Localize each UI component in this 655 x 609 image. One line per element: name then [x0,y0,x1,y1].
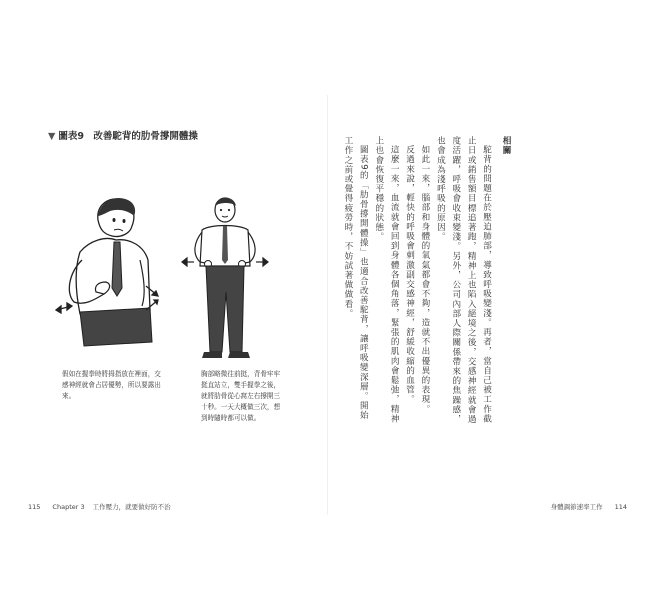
figure-note-right: 胸部略微往前挺，背骨牢牢挺直站立，雙手握拳之後，就將肋骨從心窩左右撐開三十秒。一天大概做三次，想到時隨時都可以做。 [201,370,281,422]
figure-note-left: 假如在握拳時將拇指放在裡面，交感神經就會占居優勢，所以要露出來。 [62,370,161,400]
paragraph: 如此一來，腦部和身體的氧氣都會不夠，造就不出優異的表現。 [419,144,430,414]
hunched-man-illustration [50,190,165,350]
figure-caption [48,128,198,142]
standing-man-illustration [180,192,270,372]
chapter-label: Chapter 3 [52,503,85,511]
paragraph: 圖表9的「肋骨撐開體操」也適合改善駝背，讓呼吸變深層。開始工作之前或覺得疲勞時，不妨試著做做看。 [342,136,369,420]
section-heading: 相關 [501,136,511,156]
paragraph: 駝背的問題在於壓迫肺部，導致呼吸變淺。再者，當自己被工作截止日或銷售額目標追著跑，精神上也陷入絕境之後，交感神經就會過度活躍，呼吸會收束變淺。另外，公司內部人際關係帶來的焦躁感，也會成為淺呼吸的原因。 [435,136,492,424]
footer-left [28,502,171,511]
body-text-column [263,136,513,426]
paragraph: 這麼一來，血流就會回到身體各個角落，緊張的肌肉會鬆弛，精神上也會恢復平穩的狀態。 [373,136,400,423]
triangle-marker-icon: ▼ [48,131,56,142]
paragraph: 反過來說，輕快的呼吸會刺激副交感神經，舒緩收縮的血管。 [404,144,415,404]
running-title: 身體調節速率工作 [550,503,603,511]
page-number-right: 114 [614,503,627,511]
figure-caption-text: 圖表9 改善駝背的肋骨撐開體操 [58,131,198,142]
page-number-left: 115 [28,503,41,511]
footer-right [551,502,627,511]
chapter-title: 工作壓力，就要做好防不治 [92,503,171,511]
